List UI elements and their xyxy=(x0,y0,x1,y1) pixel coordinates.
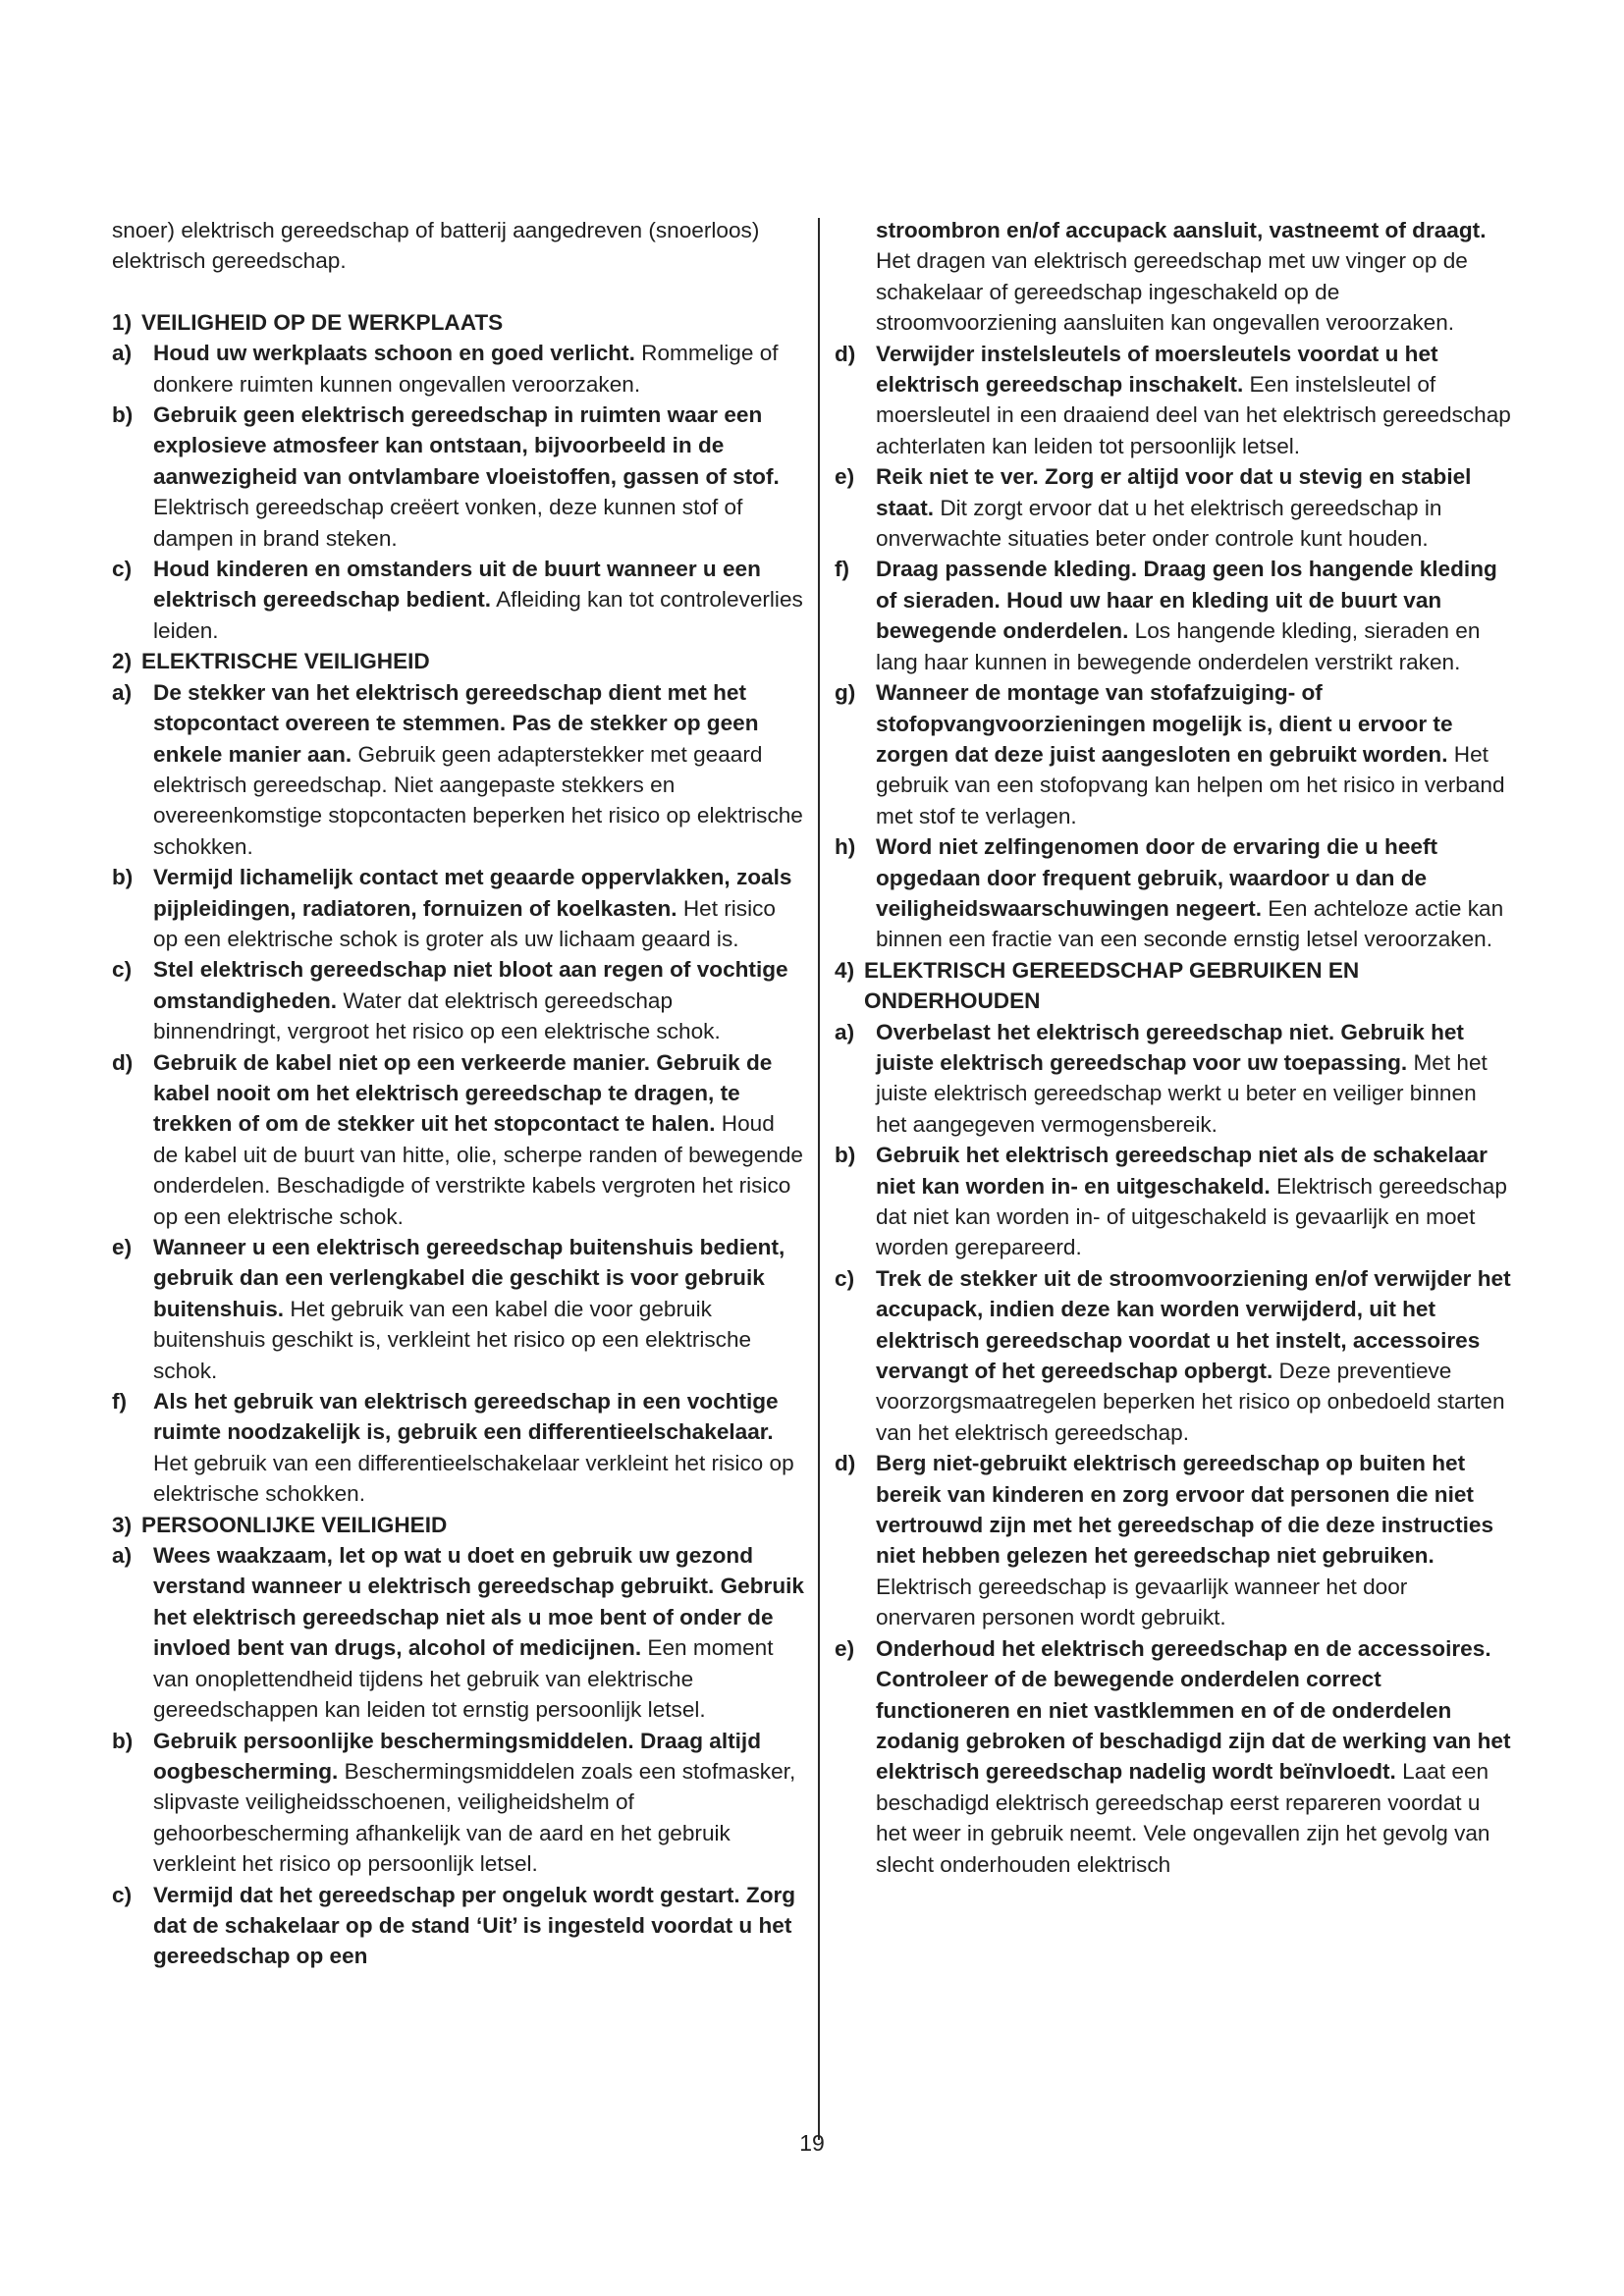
list-item xyxy=(112,1540,805,1725)
item-bold-text: Draag passende kleding. Draag geen los hangende kleding of sieraden. Houd uw haar en kleding uit de buurt van bewegende onderdelen. xyxy=(876,557,1497,644)
item-bold-text: Berg niet-gebruikt elektrisch gereedschap op buiten het bereik van kinderen en zorg ervoor dat personen die niet vertrouwd zijn met het gereedschap of die deze instructies niet hebben gelezen het gereedschap niet gebruiken. xyxy=(876,1451,1494,1569)
item-label: a) xyxy=(835,1019,855,1044)
item-text: Met het juiste elektrisch gereedschap werkt u beter en veiliger binnen het aangegeven vermogensbereik. xyxy=(876,1049,1488,1137)
left-column xyxy=(112,215,805,1972)
list-item xyxy=(835,1263,1512,1448)
item-text: Laat een beschadigd elektrisch gereedschap eerst repareren voordat u het weer in gebruik neemt. Vele ongevallen zijn het gevolg van slecht onderhouden elektrisch xyxy=(876,1759,1490,1877)
section-number: 4) xyxy=(835,957,855,983)
list-item xyxy=(112,1880,805,1972)
item-bold-text: Houd uw werkplaats schoon en goed verlicht. xyxy=(153,341,635,366)
item-label: a) xyxy=(112,341,133,366)
item-text: Elektrisch gereedschap creëert vonken, deze kunnen stof of dampen in brand steken. xyxy=(153,495,743,551)
item-text: Rommelige of donkere ruimten kunnen ongevallen veroorzaken. xyxy=(153,341,779,397)
list-item xyxy=(835,1017,1512,1141)
right-column xyxy=(835,215,1512,1880)
item-bold-text: Vermijd lichamelijk contact met geaarde oppervlakken, zoals pijpleidingen, radiatoren, fornuizen of koelkasten. xyxy=(153,865,792,921)
item-text: Deze preventieve voorzorgsmaatregelen beperken het risico op onbedoeld starten van het elektrisch gereedschap. xyxy=(876,1359,1505,1445)
section-title: ELEKTRISCHE VEILIGHEID xyxy=(141,649,430,674)
item-label: c) xyxy=(112,957,133,983)
item-label: b) xyxy=(112,402,134,428)
section-number: 1) xyxy=(112,309,133,335)
item-text: Een achteloze actie kan binnen een fractie van een seconde ernstig letsel veroorzaken. xyxy=(876,895,1504,952)
item-label: c) xyxy=(112,1882,133,1907)
item-bold-text: stroombron en/of accupack aansluit, vastneemt of draagt. xyxy=(876,218,1487,242)
item-label: b) xyxy=(112,1728,134,1753)
list-item xyxy=(835,554,1512,677)
item-label: c) xyxy=(835,1265,855,1291)
item-text: Elektrisch gereedschap dat niet kan worden in- of uitgeschakeld is gevaarlijk en moet worden gerepareerd. xyxy=(876,1173,1507,1260)
item-text: Afleiding kan tot controleverlies leiden. xyxy=(153,587,803,643)
item-label: e) xyxy=(112,1235,133,1259)
list-item xyxy=(835,339,1512,462)
item-bold-text: Reik niet te ver. Zorg er altijd voor dat u stevig en stabiel staat. xyxy=(876,464,1472,520)
list-item xyxy=(835,1448,1512,1632)
item-text: Water dat elektrisch gereedschap binnendringt, vergroot het risico op een elektrische schok. xyxy=(153,988,721,1044)
item-text: Dit zorgt ervoor dat u het elektrisch gereedschap in onverwachte situaties beter onder controle kunt houden. xyxy=(876,495,1442,552)
item-text: Gebruik geen adapterstekker met geaard elektrisch gereedschap. Niet aangepaste stekkers en overeenkomstige stopcontacten beperken het risico op elektrische schokken. xyxy=(153,741,803,859)
item-bold-text: Stel elektrisch gereedschap niet bloot aan regen of vochtige omstandigheden. xyxy=(153,957,788,1013)
list-item xyxy=(112,400,805,554)
item-bold-text: Word niet zelfingenomen door de ervaring die u heeft opgedaan door frequent gebruik, waardoor u dan de veiligheidswaarschuwingen negeert. xyxy=(876,834,1438,921)
list-item xyxy=(112,1726,805,1880)
item-bold-text: Vermijd dat het gereedschap per ongeluk wordt gestart. Zorg dat de schakelaar op de stand ‘Uit’ is ingesteld voordat u het gereedschap op een xyxy=(153,1882,796,1969)
item-label: b) xyxy=(112,865,134,890)
list-item xyxy=(112,554,805,646)
item-label: b) xyxy=(835,1143,856,1168)
item-bold-text: Wees waakzaam, let op wat u doet en gebruik uw gezond verstand wanneer u elektrisch gereedschap gebruikt. Gebruik het elektrisch gereedschap niet als u moe bent of onder de invloed bent van drugs, alcohol of medicijnen. xyxy=(153,1543,804,1661)
item-label: f) xyxy=(112,1389,128,1415)
column-divider xyxy=(818,218,820,2140)
list-item xyxy=(835,831,1512,955)
list-item xyxy=(112,954,805,1046)
list-item xyxy=(112,1386,805,1510)
list-item xyxy=(112,677,805,862)
item-label: h) xyxy=(835,834,856,860)
item-label: e) xyxy=(835,464,855,490)
item-text: Los hangende kleding, sieraden en lang haar kunnen in bewegende onderdelen verstrikt raken. xyxy=(876,618,1481,674)
item-bold-text: Trek de stekker uit de stroomvoorziening en/of verwijder het accupack, indien deze kan worden verwijderd, uit het elektrisch gereedschap voordat u het instelt, accessoires vervangt of het gereedschap opbergt. xyxy=(876,1265,1511,1384)
list-item xyxy=(112,1047,805,1232)
section-title: PERSOONLIJKE VEILIGHEID xyxy=(141,1512,448,1537)
section-title: VEILIGHEID OP DE WERKPLAATS xyxy=(141,309,504,335)
item-text: Beschermingsmiddelen zoals een stofmasker, slipvaste veiligheidsschoenen, veiligheidshelm of gehoorbescherming afhankelijk van de aard en het gebruik verkleint het risico op persoonlijk letsel. xyxy=(153,1758,796,1877)
item-bold-text: Verwijder instelsleutels of moersleutels voordat u het elektrisch gereedschap inschakelt. xyxy=(876,341,1438,398)
item-bold-text: Wanneer de montage van stofafzuiging- of stofopvangvoorzieningen mogelijk is, dient u ervoor te zorgen dat deze juist aangesloten en gebruikt worden. xyxy=(876,680,1453,767)
item-label: d) xyxy=(112,1049,134,1075)
section-number: 3) xyxy=(112,1512,133,1537)
item-bold-text: Onderhoud het elektrisch gereedschap en de accessoires. Controleer of de bewegende onderdelen correct functioneren en niet vastklemmen en of de onderdelen zodanig gebroken of beschadigd zijn dat de werking van het elektrisch gereedschap nadelig wordt beïnvloedt. xyxy=(876,1635,1511,1785)
section-title: ELEKTRISCH GEREEDSCHAP GEBRUIKEN EN ONDERHOUDEN xyxy=(864,957,1360,1014)
list-item xyxy=(835,1140,1512,1263)
list-item xyxy=(835,1633,1512,1880)
item-text: Een moment van onoplettendheid tijdens het gebruik van elektrische gereedschappen kan leiden tot ernstig persoonlijk letsel. xyxy=(153,1635,774,1723)
continued-item xyxy=(835,215,1512,339)
item-label: a) xyxy=(112,1543,133,1569)
item-bold-text: Gebruik geen elektrisch gereedschap in ruimten waar een explosieve atmosfeer kan ontstaan, bijvoorbeeld in de aanwezigheid van ontvlambare vloeistoffen, gassen of stof. xyxy=(153,402,780,489)
item-bold-text: Houd kinderen en omstanders uit de buurt wanneer u een elektrisch gereedschap bedient. xyxy=(153,557,761,613)
item-bold-text: Wanneer u een elektrisch gereedschap buitenshuis bedient, gebruik dan een verlengkabel die geschikt is voor gebruik buitenshuis. xyxy=(153,1235,785,1321)
item-text: Het risico op een elektrische schok is groter als uw lichaam geaard is. xyxy=(153,895,776,951)
item-bold-text: Overbelast het elektrisch gereedschap niet. Gebruik het juiste elektrisch gereedschap voor uw toepassing. xyxy=(876,1019,1464,1075)
section-number: 2) xyxy=(112,649,133,674)
section-heading xyxy=(112,646,805,676)
item-text: Het gebruik van een kabel die voor gebruik buitenshuis geschikt is, verkleint het risico op een elektrische schok. xyxy=(153,1296,752,1383)
item-text: Het dragen van elektrisch gereedschap met uw vinger op de schakelaar of gereedschap ingeschakeld op de stroomvoorziening aansluiten kan ongevallen veroorzaken. xyxy=(876,248,1468,336)
section-heading xyxy=(112,307,805,338)
list-item xyxy=(112,338,805,400)
item-text: Elektrisch gereedschap is gevaarlijk wanneer het door onervaren personen wordt gebruikt. xyxy=(876,1574,1408,1630)
item-label: d) xyxy=(835,1451,856,1476)
item-label: d) xyxy=(835,341,856,366)
section-heading xyxy=(835,955,1512,1017)
item-bold-text: Gebruik persoonlijke beschermingsmiddelen. Draag altijd oogbescherming. xyxy=(153,1728,761,1784)
list-item xyxy=(835,677,1512,831)
item-text: Het gebruik van een stofopvang kan helpen om het risico in verband met stof te verlagen. xyxy=(876,741,1505,828)
list-item xyxy=(112,862,805,954)
item-text: Houd de kabel uit de buurt van hitte, olie, scherpe randen of bewegende onderdelen. Beschadigde of verstrikte kabels vergroten het risico op een elektrische schok. xyxy=(153,1111,803,1229)
item-label: g) xyxy=(835,680,856,706)
item-bold-text: Gebruik de kabel niet op een verkeerde manier. Gebruik de kabel nooit om het elektrisch gereedschap te dragen, te trekken of om de stekker uit het stopcontact te halen. xyxy=(153,1049,773,1137)
intro-text: snoer) elektrisch gereedschap of batterij aangedreven (snoerloos) elektrisch gereedschap. xyxy=(112,218,760,274)
section-heading xyxy=(112,1510,805,1540)
item-label: a) xyxy=(112,679,133,705)
page-number: 19 xyxy=(799,2130,825,2156)
list-item xyxy=(112,1232,805,1386)
item-text: Een instelsleutel of moersleutel in een draaiend deel van het elektrisch gereedschap achterlaten kan leiden tot persoonlijk letsel. xyxy=(876,372,1511,458)
item-bold-text: De stekker van het elektrisch gereedschap dient met het stopcontact overeen te stemmen. Pas de stekker op geen enkele manier aan. xyxy=(153,679,759,767)
item-label: c) xyxy=(112,557,133,582)
item-bold-text: Gebruik het elektrisch gereedschap niet als de schakelaar niet kan worden in- en uitgeschakeld. xyxy=(876,1143,1488,1199)
item-bold-text: Als het gebruik van elektrisch gereedschap in een vochtige ruimte noodzakelijk is, gebruik een differentieelschakelaar. xyxy=(153,1389,779,1445)
item-text: Het gebruik van een differentieelschakelaar verkleint het risico op elektrische schokken. xyxy=(153,1450,794,1507)
list-item xyxy=(835,461,1512,554)
item-label: f) xyxy=(835,557,850,582)
item-label: e) xyxy=(835,1635,855,1661)
